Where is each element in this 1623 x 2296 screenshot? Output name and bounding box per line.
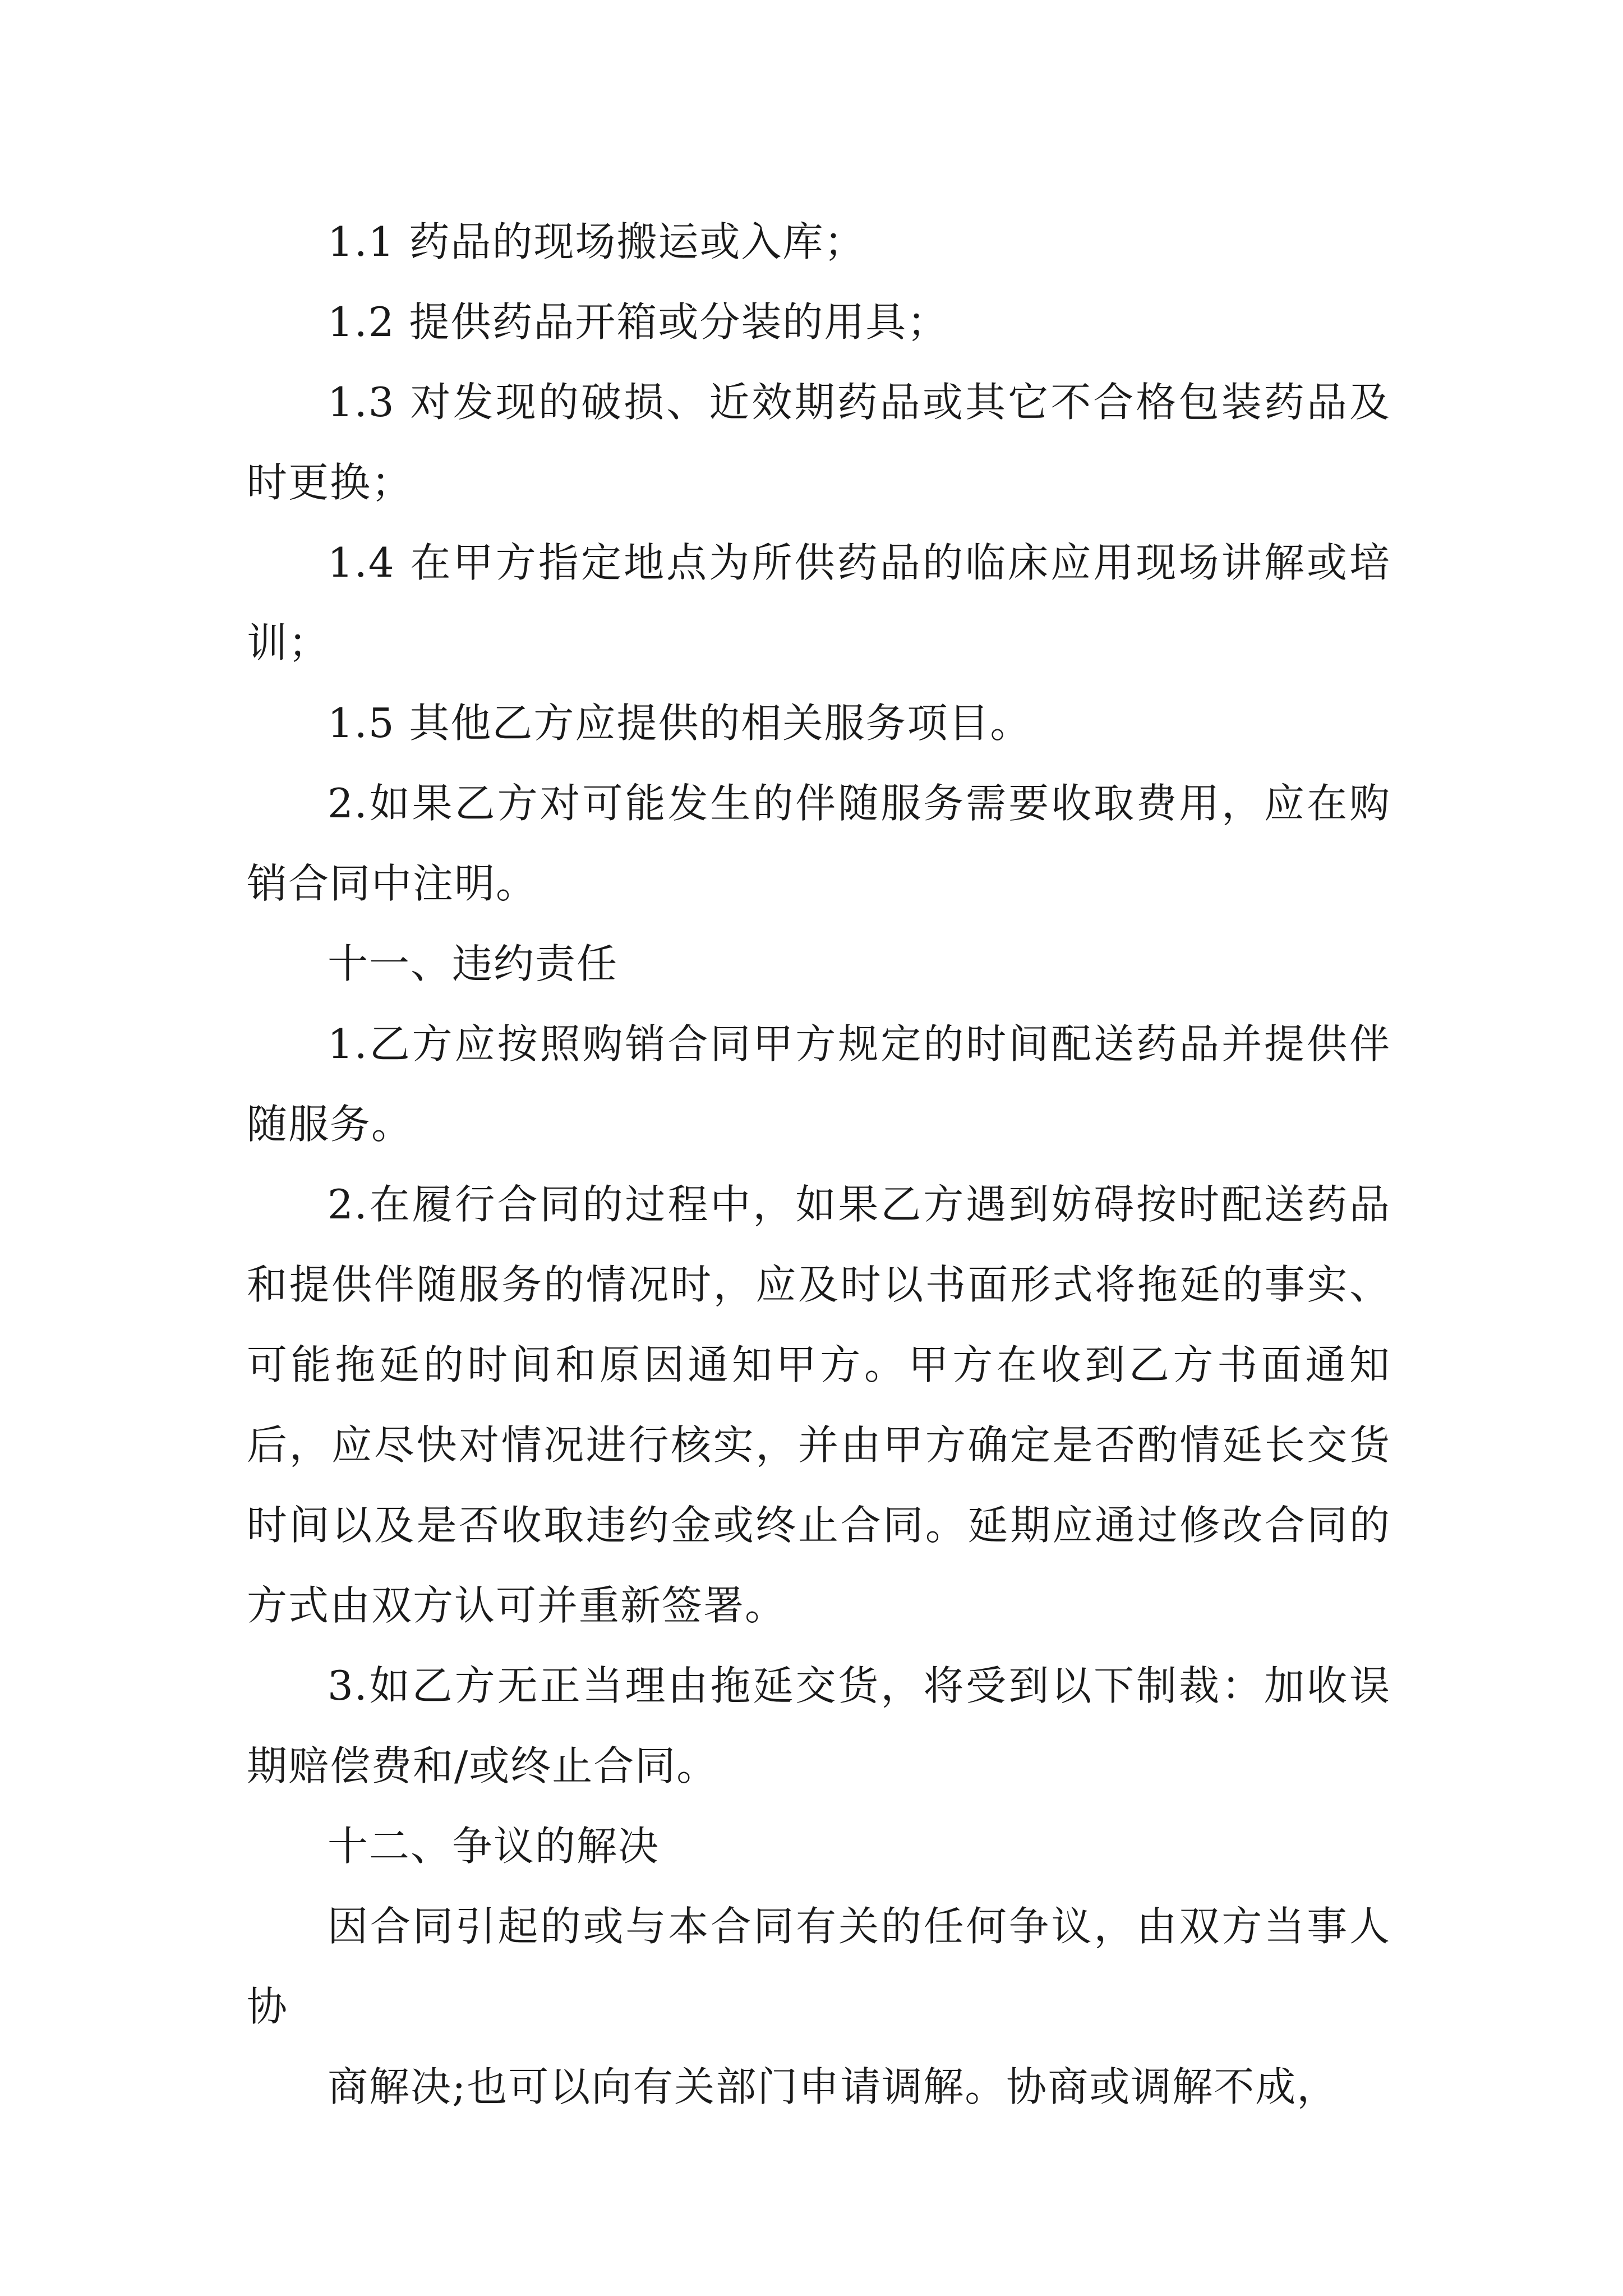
- clause-2-service-fees: 2.如果乙方对可能发生的伴随服务需要收取费用，应在购销合同中注明。: [247, 780, 1391, 907]
- section-heading-disputes: 十二、争议的解决: [328, 1823, 660, 1870]
- liability-clause-1: 1.乙方应按照购销合同甲方规定的时间配送药品并提供伴随服务。: [247, 1020, 1391, 1148]
- liability-clause-3: 3.如乙方无正当理由拖延交货，将受到以下制裁：加收误期赔偿费和/或终止合同。: [247, 1662, 1391, 1789]
- clause-1-3: 1.3 对发现的破损、近效期药品或其它不合格包装药品及时更换；: [247, 379, 1391, 506]
- disputes-paragraph-part-2: 商解决;也可以向有关部门申请调解。协商或调解不成，: [328, 2063, 1339, 2110]
- section-heading-liability: 十一、违约责任: [328, 940, 619, 987]
- disputes-paragraph-part-1: 因合同引起的或与本合同有关的任何争议，由双方当事人协: [247, 1903, 1391, 2030]
- document-body: [247, 202, 1391, 2127]
- liability-clause-2: 2.在履行合同的过程中，如果乙方遇到妨碍按时配送药品和提供伴随服务的情况时，应及时以书面形式将拖延的事实、可能拖延的时间和原因通知甲方。甲方在收到乙方书面通知后，应尽快对情况进行核实，并由甲方确定是否酌情延长交货时间以及是否收取违约金或终止合同。延期应通过修改合同的方式由双方认可并重新签署。: [247, 1181, 1391, 1629]
- clause-1-1: 1.1 药品的现场搬运或入库；: [328, 218, 866, 265]
- clause-1-5: 1.5 其他乙方应提供的相关服务项目。: [328, 700, 1032, 747]
- clause-1-2: 1.2 提供药品开箱或分装的用具；: [328, 298, 949, 346]
- clause-1-4: 1.4 在甲方指定地点为所供药品的临床应用现场讲解或培训；: [247, 539, 1391, 666]
